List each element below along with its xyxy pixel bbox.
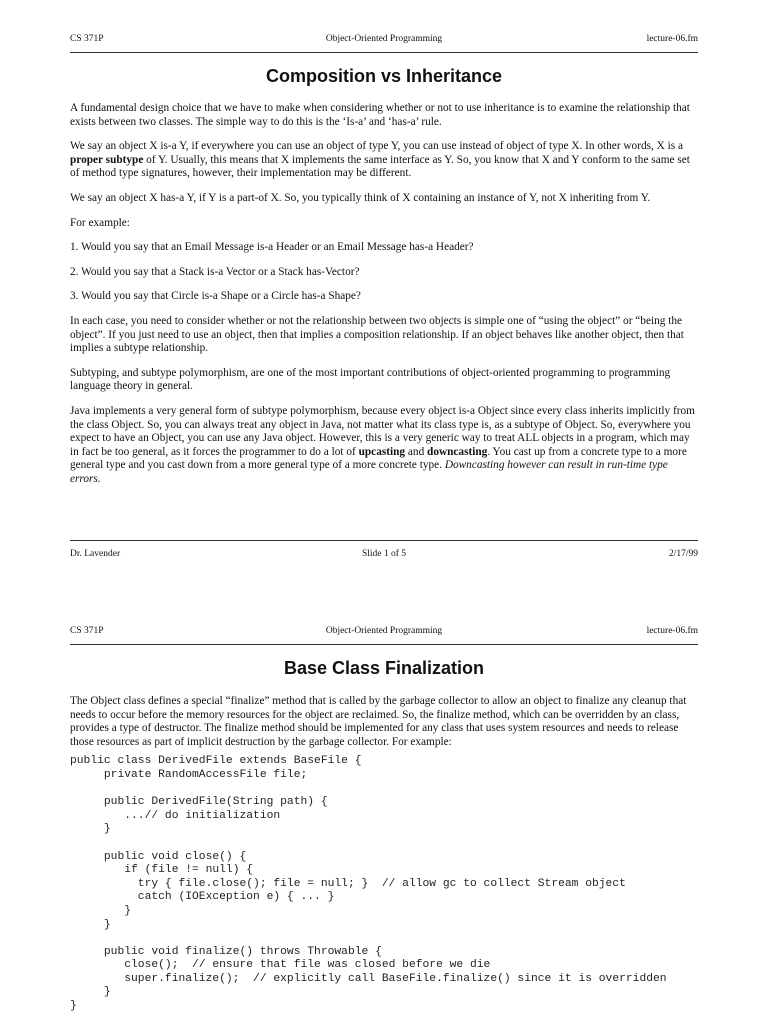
warning-note: Downcasting however can result in run-time type errors. <box>70 459 668 485</box>
header-rule <box>70 644 698 645</box>
paragraph-each-case: In each case, you need to consider whether or not the relationship between two objects is simple one of “using the object” or “being the object”. If you just need to use an object, then that implies a composition relationship. If an object behaves like another object, then that implies a subtype relationship. <box>70 314 684 355</box>
slide-footer <box>70 547 698 561</box>
header-course-title: Object-Oriented Programming <box>325 34 443 44</box>
header-course: CS 371P <box>70 626 104 636</box>
slide-title: Composition vs Inheritance <box>265 66 503 86</box>
paragraph-finalize: The Object class defines a special “finalize” method that is called by the garbage collector to allow an object to finalize any cleanup that needs to occur before the memory resources for the object are reclaimed. So, the finalize method, which can be overridden by an class, provides a type of destructor. The finalize method should be implemented for any class that uses system resources and needs to release those resources as part of implicit destruction by the garbage collector. For example: <box>70 695 687 748</box>
paragraph-intro: A fundamental design choice that we have to make when considering whether or not to use inheritance is to examine the relationship that exists between two classes. The simple way to do this is the ‘Is-a’ and ‘has-a’ rule. <box>70 102 690 128</box>
slide-header <box>70 624 698 638</box>
paragraph-is-a: We say an object X is-a Y, if everywhere you can use an object of type Y, you can use instead of object of type X. In other words, X is a proper subtype of Y. Usually, this means that X implements the same interface as Y. So, you know that X and Y conform to the same set of method type signatures, however, their implementation may be different. <box>70 140 690 180</box>
question-item: 1. Would you say that an Email Message is-a Header or an Email Message has-a Header? <box>70 241 474 254</box>
slide-body <box>70 695 698 1014</box>
question-list <box>70 241 698 304</box>
header-rule <box>70 52 698 53</box>
slide-body <box>70 102 698 497</box>
paragraph-has-a: We say an object X has-a Y, if Y is a part-of X. So, you typically think of X containing an instance of Y, not X inheriting from Y. <box>70 191 651 204</box>
paragraph-subtyping: Subtyping, and subtype polymorphism, are one of the most important contributions of object-oriented programming to programming language theory in general. <box>70 366 671 393</box>
footer-rule <box>70 540 698 541</box>
header-file: lecture-06.fm <box>646 626 698 636</box>
question-item: 3. Would you say that Circle is-a Shape or a Circle has-a Shape? <box>70 290 361 303</box>
question-item: 2. Would you say that a Stack is-a Vector or a Stack has-Vector? <box>70 265 360 278</box>
term-upcasting: upcasting <box>358 445 406 458</box>
header-course: CS 371P <box>70 34 104 44</box>
footer-slide-number: Slide 1 of 5 <box>361 549 407 559</box>
header-file: lecture-06.fm <box>646 34 698 44</box>
code-block: public class DerivedFile extends BaseFile { private RandomAccessFile file; public DerivedFile(String path) { ...// do initialization } public void close() { if (file != null) { try { file.close(); file = null; } // allow gc to collect Stream object catch (IOException e) { ... } } } public void finalize() throws Throwable { close(); // ensure that file was closed before we die super.finalize(); // explicitly call BaseFile.finalize() since it is overridden } } <box>70 755 667 1013</box>
term-downcasting: downcasting <box>427 445 488 458</box>
header-course-title: Object-Oriented Programming <box>325 626 443 636</box>
paragraph-for-example: For example: <box>70 216 130 229</box>
slide-title: Base Class Finalization <box>283 658 485 678</box>
slide-header <box>70 32 698 46</box>
term-proper-subtype: proper subtype <box>70 153 144 166</box>
footer-author: Dr. Lavender <box>70 549 121 559</box>
footer-date: 2/17/99 <box>668 549 698 559</box>
paragraph-java: Java implements a very general form of subtype polymorphism, because every object is-a Object since every class inherits implicitly from the class Object. So, you can always treat any object in Java, not matter what its class type is, as a subtype of Object. So, everywhere you expect to have an Object, you can use any Java object. However, this is a very generic way to treat ALL objects in a program, which may in fact be too general, as it forces the programmer to do a lot of upcasting and downcasting. You cast up from a concrete type to a more general type and you cast down from a more general type of a more concrete type. Downcasting however can result in run-time type errors. <box>70 404 695 485</box>
